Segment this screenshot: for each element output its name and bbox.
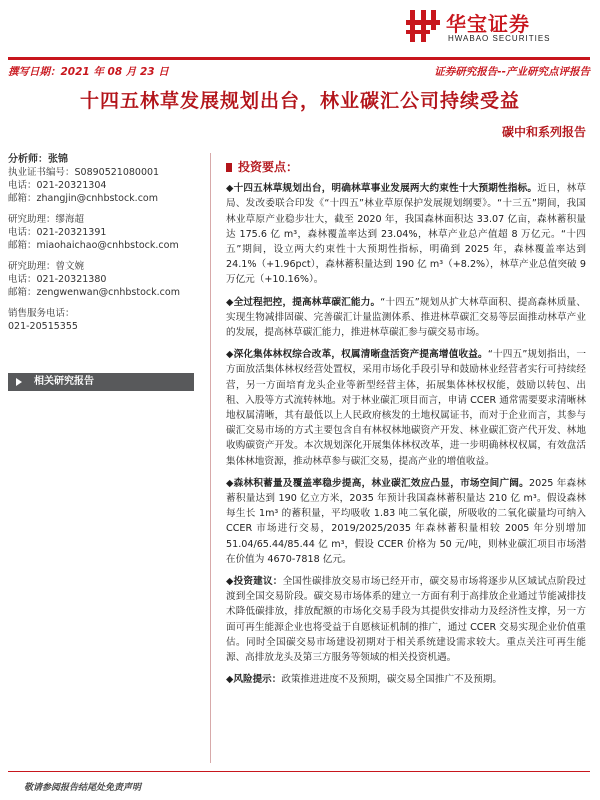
points-heading: 投资要点： [226, 160, 586, 175]
point-paragraph [226, 295, 586, 341]
assistant-phone: 电话：021-20321391 [8, 227, 107, 238]
sales-label: 销售服务电话： [8, 308, 75, 319]
point-text: 近日，林草局、发改委联合印发《“十四五”林业草原保护发展规划纲要》。“十三五”期间，我国林业草原产业稳步壮大，截至 2020 年，我国森林面积达 33.07 亿亩，森林蓄积量达 175.6 亿 m³，森林覆盖率达到 23.04%，林草产业总产值超 8 万亿元。“十四五”期间，设立两大约束性十大预期性指标，明确到 2025 年，森林覆盖率达到 24.1%（+1.96pct），森林蓄积量达到 190 亿 m³（+8.2%），林草产业总值突破 9 万亿元（+10.16%）。 [226, 183, 586, 286]
point-paragraph [226, 574, 586, 665]
report-date: 撰写日期：2021 年 08 月 23 日 [8, 66, 169, 78]
sales-phone: 021-20515355 [8, 321, 78, 332]
triangle-right-icon [16, 378, 22, 386]
point-lead: ◆十四五林草规划出台，明确林草事业发展两大约束性十大预期性指标。 [226, 183, 538, 195]
point-lead: ◆投资建议： [226, 576, 283, 588]
disclaimer-note: 敬请参阅报告结尾处免责声明 [24, 783, 142, 793]
column-divider [210, 153, 211, 763]
related-reports-bar: 相关研究报告 [8, 373, 194, 391]
point-text: 政策推进进度不及预期，碳交易全国推广不及预期。 [281, 674, 503, 686]
brand-logo [404, 6, 594, 50]
point-lead: ◆全过程把控，提高林草碳汇能力。 [226, 296, 381, 308]
analyst-name: 分析师：张锦 [8, 154, 68, 165]
point-lead: ◆风险提示： [226, 674, 282, 686]
header-divider [8, 57, 590, 60]
point-text: “十四五”规划从扩大林草面积、提高森林质量、实现生物减排固碳、完善碳汇计量监测体系、推进林草碳汇交易等层面推动林草产业的发展，提高林草碳汇能力，推进林草碳汇参与碳交易市场。 [226, 296, 586, 339]
investment-points [226, 160, 586, 695]
point-lead: ◆深化集体林权综合改革，权属清晰盘活资产提高增值收益。 [226, 349, 488, 361]
point-lead: ◆森林积蓄量及覆盖率稳步提高，林业碳汇效应凸显，市场空间广阔。 [226, 477, 529, 489]
report-title: 十四五林草发展规划出台，林业碳汇公司持续受益 [79, 90, 520, 112]
analyst-column [8, 153, 204, 333]
point-paragraph [226, 672, 586, 687]
analyst-email[interactable]: 邮箱：zhangjin@cnhbstock.com [8, 193, 158, 204]
brand-name-cn: 华宝证券 [446, 12, 530, 36]
assistant-name: 研究助理：曾文婉 [8, 261, 85, 272]
point-text: 全国性碳排放交易市场已经开市，碳交易市场将逐步从区域试点阶段过渡到全国交易阶段。碳交易市场体系的建立一方面有利于高排放企业通过节能减排技术降低碳排放，排放配额的市场化交易手段为其提供安排动力及经济性支撑，另一方面可再生能源企业也将受益于自愿核证机制的推广，通过 CCER 交易实现企业价值重估。同时全国碳交易市场建设初期对于相关系统建设需求较大。重点关注可再生能源、高排放龙头及第三方服务等领域的相关投资机遇。 [226, 576, 586, 664]
footer-divider [8, 771, 590, 772]
assistant-name: 研究助理：缪海超 [8, 214, 85, 225]
analyst-license: 执业证书编号：S0890521080001 [8, 167, 160, 178]
point-text: “十四五”规划指出，一方面放活集体林权经营处置权，采用市场化手段引导和鼓励林业经营者实行可持续经营，另一方面培育龙头企业等新型经营主体，拓展集体林权权能，鼓励以转包、出租、入股等方式流转林地。对于林业碳汇项目而言，申请 CCER 通常需要要求清晰林地权属清晰，其有最低以上人民政府核发的土地权属证书，而对于企业而言，其参与碳汇交易市场的方式主要包含自有林权林地碳资产开发、林业碳汇资产代开发、林地收购碳资产开发。本次规划深化开展集体林权改革，进一步明确林权权属，有效盘活集体林地资源，推动林草参与碳汇交易，提高产业的增值收益。 [226, 349, 586, 467]
point-text: 2025 年森林蓄积量达到 190 亿立方米，2035 年预计我国森林蓄积量达 210 亿 m³。假设森林每生长 1m³ 的蓄积量，平均吸收 1.83 吨二氧化碳，所吸收的二氧化碳量均可纳入 CCER 市场进行交易，2019/2025/2035 年森林蓄积量相较 2005 年分别增加 51.04/65.44/85.44 亿 m³，假设 CCER 价格为 50 元/吨，则林业碳汇项目市场潜在价值为 4670-7818 亿元。 [226, 477, 586, 565]
brand-name-en: HWABAO SECURITIES [448, 34, 551, 43]
assistant-phone: 电话：021-20321380 [8, 274, 107, 285]
assistant-email[interactable]: 邮箱：miaohaichao@cnhbstock.com [8, 240, 179, 251]
report-series: 碳中和系列报告 [501, 125, 586, 139]
point-paragraph [226, 476, 586, 567]
assistant-email[interactable]: 邮箱：zengwenwan@cnhbstock.com [8, 287, 180, 298]
analyst-phone: 电话：021-20321304 [8, 180, 107, 191]
hwabao-logo-icon [404, 8, 442, 44]
report-category: 证券研究报告--产业研究点评报告 [434, 66, 590, 78]
point-paragraph [226, 347, 586, 469]
point-paragraph [226, 181, 586, 287]
